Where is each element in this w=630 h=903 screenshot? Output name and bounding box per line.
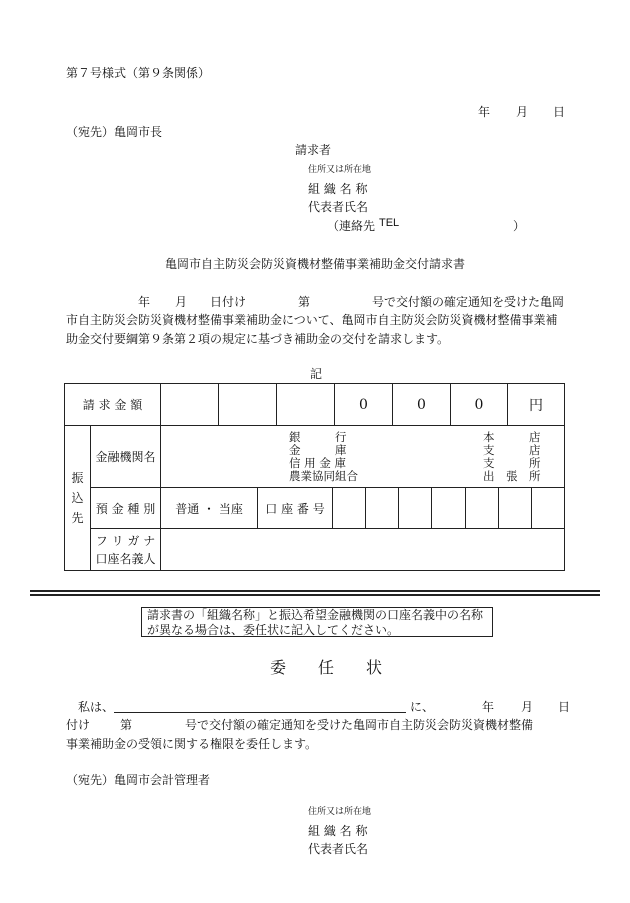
amount-digit-cell[interactable]: [219, 384, 277, 426]
proxy-ni: に、: [410, 700, 435, 714]
body-line1-rest: 号で交付額の確定通知を受けた亀岡: [372, 295, 565, 309]
proxy-title: 委 任 状: [270, 658, 383, 677]
body-line3: 助金交付要綱第９条第２項の規定に基づき補助金の交付を請求します。: [66, 332, 450, 346]
yen-unit: 円: [508, 384, 565, 426]
ki-mark: 記: [310, 367, 323, 381]
date-month: 月: [516, 105, 529, 119]
account-holder-label: フ リ ガ ナ 口座名義人: [91, 529, 161, 571]
body-dated: 日付け: [210, 295, 247, 309]
amount-zero: 0: [393, 384, 451, 426]
body-no: 第: [298, 295, 311, 309]
account-digit-cell[interactable]: [466, 488, 499, 528]
requester-address-label: 住所又は所在地: [308, 165, 372, 175]
amount-digit-cell[interactable]: [277, 384, 335, 426]
proxy-line2-rest: 号で交付額の確定通知を受けた亀岡市自主防災会防災資機材整備: [185, 718, 534, 732]
contact-open: （連絡先: [327, 219, 376, 233]
account-holder-field[interactable]: [161, 529, 565, 571]
proxy-no: 第: [120, 718, 133, 732]
deposit-type-label: 預 金 種 別: [91, 488, 161, 529]
proxy-rep-label: 代表者氏名: [308, 842, 369, 856]
date-day: 日: [553, 105, 566, 119]
account-digit-cell[interactable]: [399, 488, 432, 528]
proxy-month: 月: [521, 700, 534, 714]
proxy-dated: 付け: [66, 718, 91, 732]
bank-name-field[interactable]: [161, 426, 565, 488]
bank-row: [65, 426, 565, 488]
date-year: 年: [478, 105, 491, 119]
proxy-name-underline[interactable]: [114, 712, 406, 713]
document-title: 亀岡市自主防災会防災資機材整備事業補助金交付請求書: [165, 257, 466, 271]
account-digit-cell[interactable]: [366, 488, 399, 528]
account-digit-cell[interactable]: [532, 488, 564, 528]
amount-zero: 0: [335, 384, 393, 426]
body-year: 年: [138, 295, 151, 309]
amount-row: [65, 384, 565, 426]
request-table: [64, 383, 565, 571]
transfer-label: 振 込 先: [65, 426, 91, 571]
proxy-line3: 事業補助金の受領に関する権限を委任します。: [66, 737, 318, 751]
proxy-addressee: （宛先）亀岡市会計管理者: [66, 773, 211, 787]
deposit-account-cell: [161, 488, 565, 529]
requester-label: 請求者: [295, 143, 332, 157]
amount-label: 請 求 金 額: [65, 384, 161, 426]
account-digit-cell[interactable]: [499, 488, 532, 528]
contact-close: ）: [513, 219, 526, 233]
deposit-type-value[interactable]: 普通 ・ 当座: [161, 488, 258, 528]
amount-digit-cell[interactable]: [161, 384, 219, 426]
divider-top: [30, 590, 600, 592]
divider-bottom: [30, 594, 600, 596]
deposit-row: [65, 488, 565, 529]
body-line2: 市自主防災会防災資機材整備事業補助金について、亀岡市自主防災会防災資機材整備事業補: [66, 313, 558, 327]
account-holder-row: [65, 529, 565, 571]
account-digit-cell[interactable]: [432, 488, 465, 528]
branch-types: 本 店 支 店 支 所 出 張 所: [483, 429, 541, 483]
account-number-label: 口 座 番 号: [258, 488, 333, 528]
bank-types: 銀 行 金 庫 信 用 金 庫 農業協同組合: [289, 429, 359, 483]
note-box: 請求書の「組織名称」と振込希望金融機関の口座名義中の名称 が異なる場合は、委任状に記入してください。: [141, 607, 493, 637]
requester-rep-label: 代表者氏名: [308, 200, 369, 214]
proxy-address-label: 住所又は所在地: [308, 807, 372, 817]
proxy-line1-start: 私は、: [78, 700, 115, 714]
contact-tel: TEL: [379, 217, 400, 229]
form-number: 第７号様式（第９条関係）: [66, 66, 211, 80]
amount-zero: 0: [451, 384, 508, 426]
account-digit-cell[interactable]: [333, 488, 366, 528]
proxy-year: 年: [482, 700, 495, 714]
requester-org-label: 組 織 名 称: [308, 182, 368, 196]
bank-name-label: 金融機関名: [91, 426, 161, 488]
addressee: （宛先）亀岡市長: [66, 125, 163, 139]
proxy-day: 日: [558, 700, 571, 714]
body-month: 月: [175, 295, 188, 309]
proxy-org-label: 組 織 名 称: [308, 824, 368, 838]
